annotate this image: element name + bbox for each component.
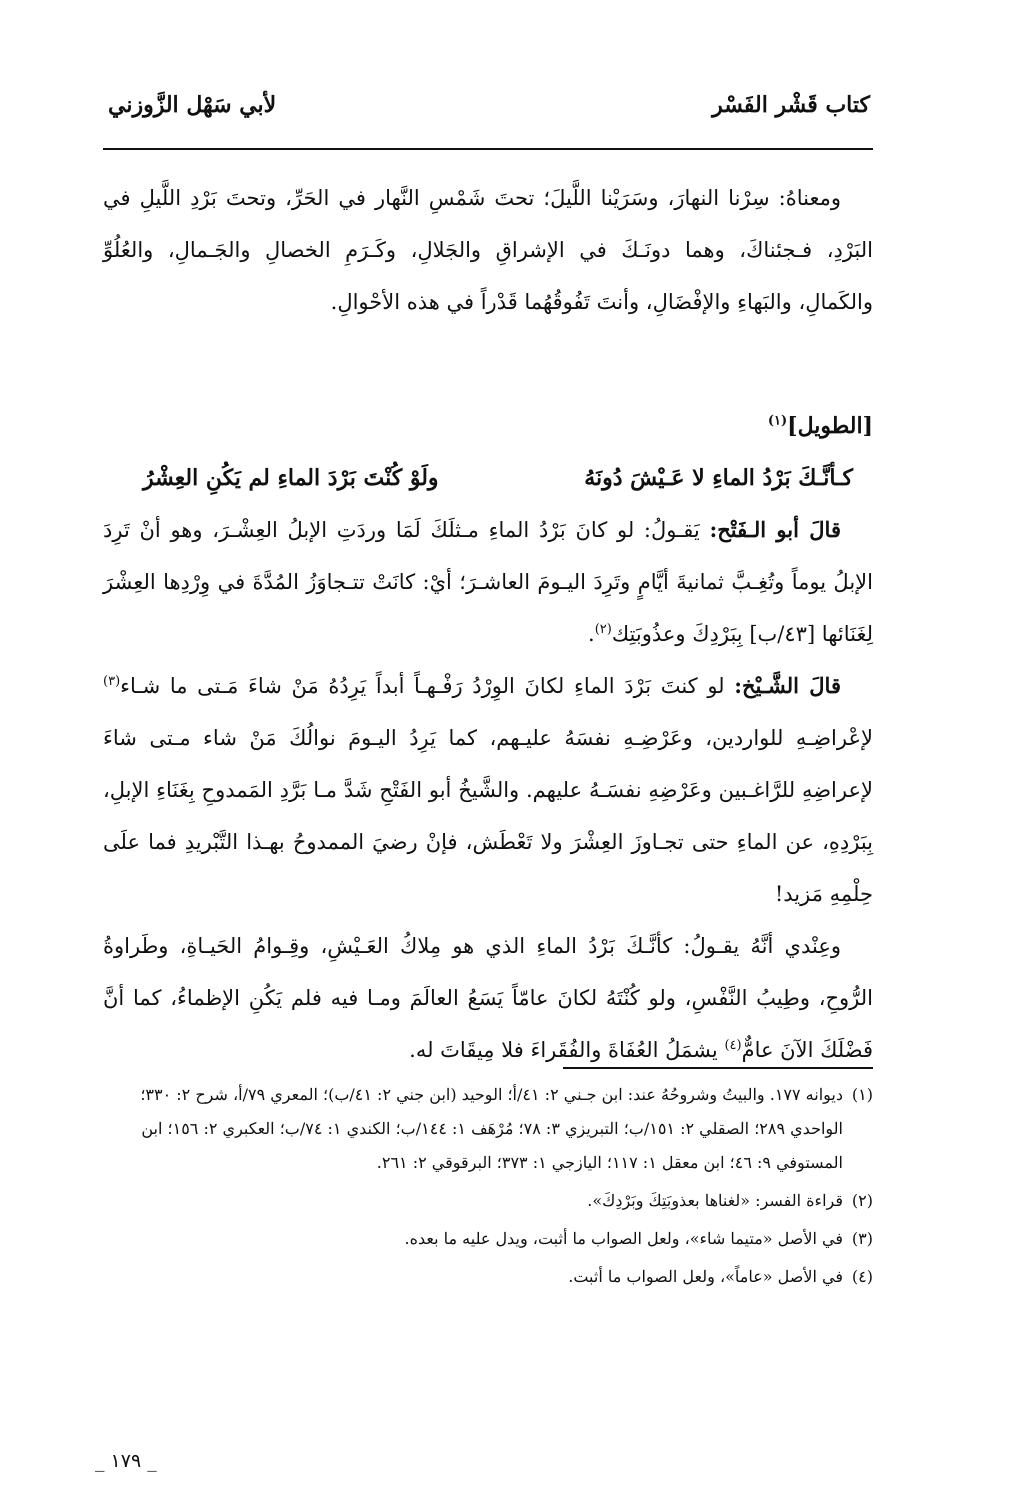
footnote-number: (٣): [851, 1229, 873, 1248]
page-number: _ ١٧٩ _: [95, 1450, 157, 1472]
footnote-ref-1: (١): [767, 413, 788, 429]
commentary-text: وعِنْدي أنَّهُ يقـولُ: كأنَّـكَ بَرْدُ الماءِ الذي هو مِلاكُ العَـيْشِ، وقِـوامُ الحَيـاةِ، وطَراوةُ الرُّوحِ، وطِيبُ النَّفْسِ، ولو كُنْتَهُ لكانَ عامّاً يَسَعُ العالَمَ ومـا فيه فلم يَكُنِ الإظماءُ، كما أنَّ فَضْلَكَ الآنَ عامٌّ: [103, 934, 873, 1062]
footnote-number: (١): [851, 1085, 873, 1104]
commentary-text: لإعْراضِـهِ للواردين، وعَرْضِـهِ نفسَهُ عليـهم، كما يَرِدُ اليـومَ نوالُكَ مَنْ شاء مـتى شاءَ لإعراضِهِ للرَّاغـبين وعَرْضِهِ نفسَـهُ عليهم. والشَّيخُ أبو الفَتْحِ شَدَّ مـا بَرَّدِ المَمدوحِ بِغَنَاءِ الإبلِ، بِبَرْدِهِ، عن الماءِ حتى تجـاوزَ العِشْرَ ولا تَعْطَش، فإنْ رضيَ الممدوحُ بهـذا التَّبْريدِ فما علَى حِلْمِهِ مَزيد!: [103, 726, 873, 906]
speaker-label: قالَ أبو الـفَتْح:: [709, 517, 841, 542]
footnote-text: ديوانه ١٧٧. والبيتُ وشروحُهُ عند: ابن جـني ٢: ٤١/أ؛ الوحيد (ابن جني ٢: ٤١/ب)؛ المعري ٧٩/أ، شرح ٢: ٣٣٠؛ الواحدي ٢٨٩؛ الصقلي ٢: ١٥١/ب؛ التبريزي ٣: ٧٨؛ مُرْهَف ١: ١٤٤/ب؛ الكندي ١: ٧٤/ب؛ العكبري ٢: ١٥٦؛ ابن المستوفي ٩: ٤٦؛ ابن معقل ١: ١١٧؛ اليازجي ١: ٣٧٣؛ البرقوقي ٢: ٢٦١.: [140, 1085, 843, 1172]
footnote-text: في الأصل «متيما شاء»، ولعل الصواب ما أثبت، ويدل عليه ما بعده.: [404, 1229, 843, 1248]
poem-verse: [103, 452, 873, 504]
footnote-divider: [563, 1067, 873, 1069]
author-name: لأبي سَهْل الزَّوزني: [108, 92, 277, 118]
verse-second-hemistich: ولَوْ كُنْتَ بَرْدَ الماءِ لم يَكُنِ العِشْرُ: [143, 465, 439, 491]
footnote: [103, 1078, 873, 1180]
commentary-abu-alfath: [103, 504, 873, 660]
section-gap: [103, 328, 873, 400]
footnote: [103, 1260, 873, 1294]
commentary-text: يَقـولُ: لو كانَ بَرْدُ الماءِ مـثلَكَ لَمَا وردَتِ الإبلُ العِشْـرَ، وهو أنْ تَرِدَ الإبلُ يوماً وتُغِـبَّ ثمانيةَ أيَّامٍ وتَرِدَ اليـومَ العاشـرَ؛ أيْ: كانَتْ تتـجاوَزُ المُدَّةَ في وِرْدِها العِشْرَ لِغَنَائها [٤٣/ب] بِبَرْدِكَ وعذُوبَتِك: [103, 518, 873, 646]
footnotes: [103, 1078, 873, 1298]
verse-first-hemistich: كـأنَّـكَ بَرْدُ الماءِ لا عَـيْشَ دُونَهُ: [584, 465, 853, 491]
footnote-text: قراءة الفسر: «لغناها بعذوبَتِكَ وبَرْدِكَ».: [587, 1191, 843, 1210]
footnote: [103, 1184, 873, 1218]
meter-name: [الطويل]: [787, 413, 873, 439]
commentary-sheikh: [103, 660, 873, 920]
book-title: كتاب قَشْر الفَسْر: [712, 92, 870, 118]
sentence-end: .: [588, 622, 595, 646]
footnote-number: (٢): [851, 1191, 873, 1210]
footnote-text: في الأصل «عاماً»، ولعل الصواب ما أثبت.: [568, 1267, 843, 1286]
commentary-author: [103, 920, 873, 1076]
commentary-text: لو كنتَ بَرْدَ الماءِ لكانَ الوِرْدُ رَفْـهـاً أبداً يَرِدُهُ مَنْ شاءَ مَـتى ما شـاء: [120, 674, 725, 698]
intro-paragraph: ومعناهُ: سِرْنا النهارَ، وسَرَيْنا اللَّيلَ؛ تحتَ شَمْسِ النَّهار في الحَرِّ، وتحتَ بَرْدِ اللَّيلِ في البَرْدِ، فـجئناكَ، وهما دونَـكَ في الإشراقِ والجَلالِ، وكَـرَمِ الخصالِ والجَـمالِ، والعُلُوِّ والكَمالِ، والبَهاءِ والإفْضَالِ، وأنتَ تَفُوقُهُما قَدْراً في هذه الأحْوالِ.: [103, 186, 873, 314]
footnote: [103, 1222, 873, 1256]
footnote-ref-2: (٢): [594, 622, 612, 637]
speaker-label: قالَ الشَّـيْخ:: [734, 673, 841, 698]
header-divider: [103, 148, 873, 150]
footnote-ref-4: (٤): [724, 1038, 742, 1053]
commentary-text: يشمَلُ العُفَاةَ والفُقَراءَ فلا مِيقَاتَ له.: [409, 1038, 718, 1062]
meter-label: [103, 400, 873, 452]
main-text: [103, 172, 873, 1076]
footnote-ref-3: (٣): [103, 674, 121, 689]
footnote-number: (٤): [851, 1267, 873, 1286]
